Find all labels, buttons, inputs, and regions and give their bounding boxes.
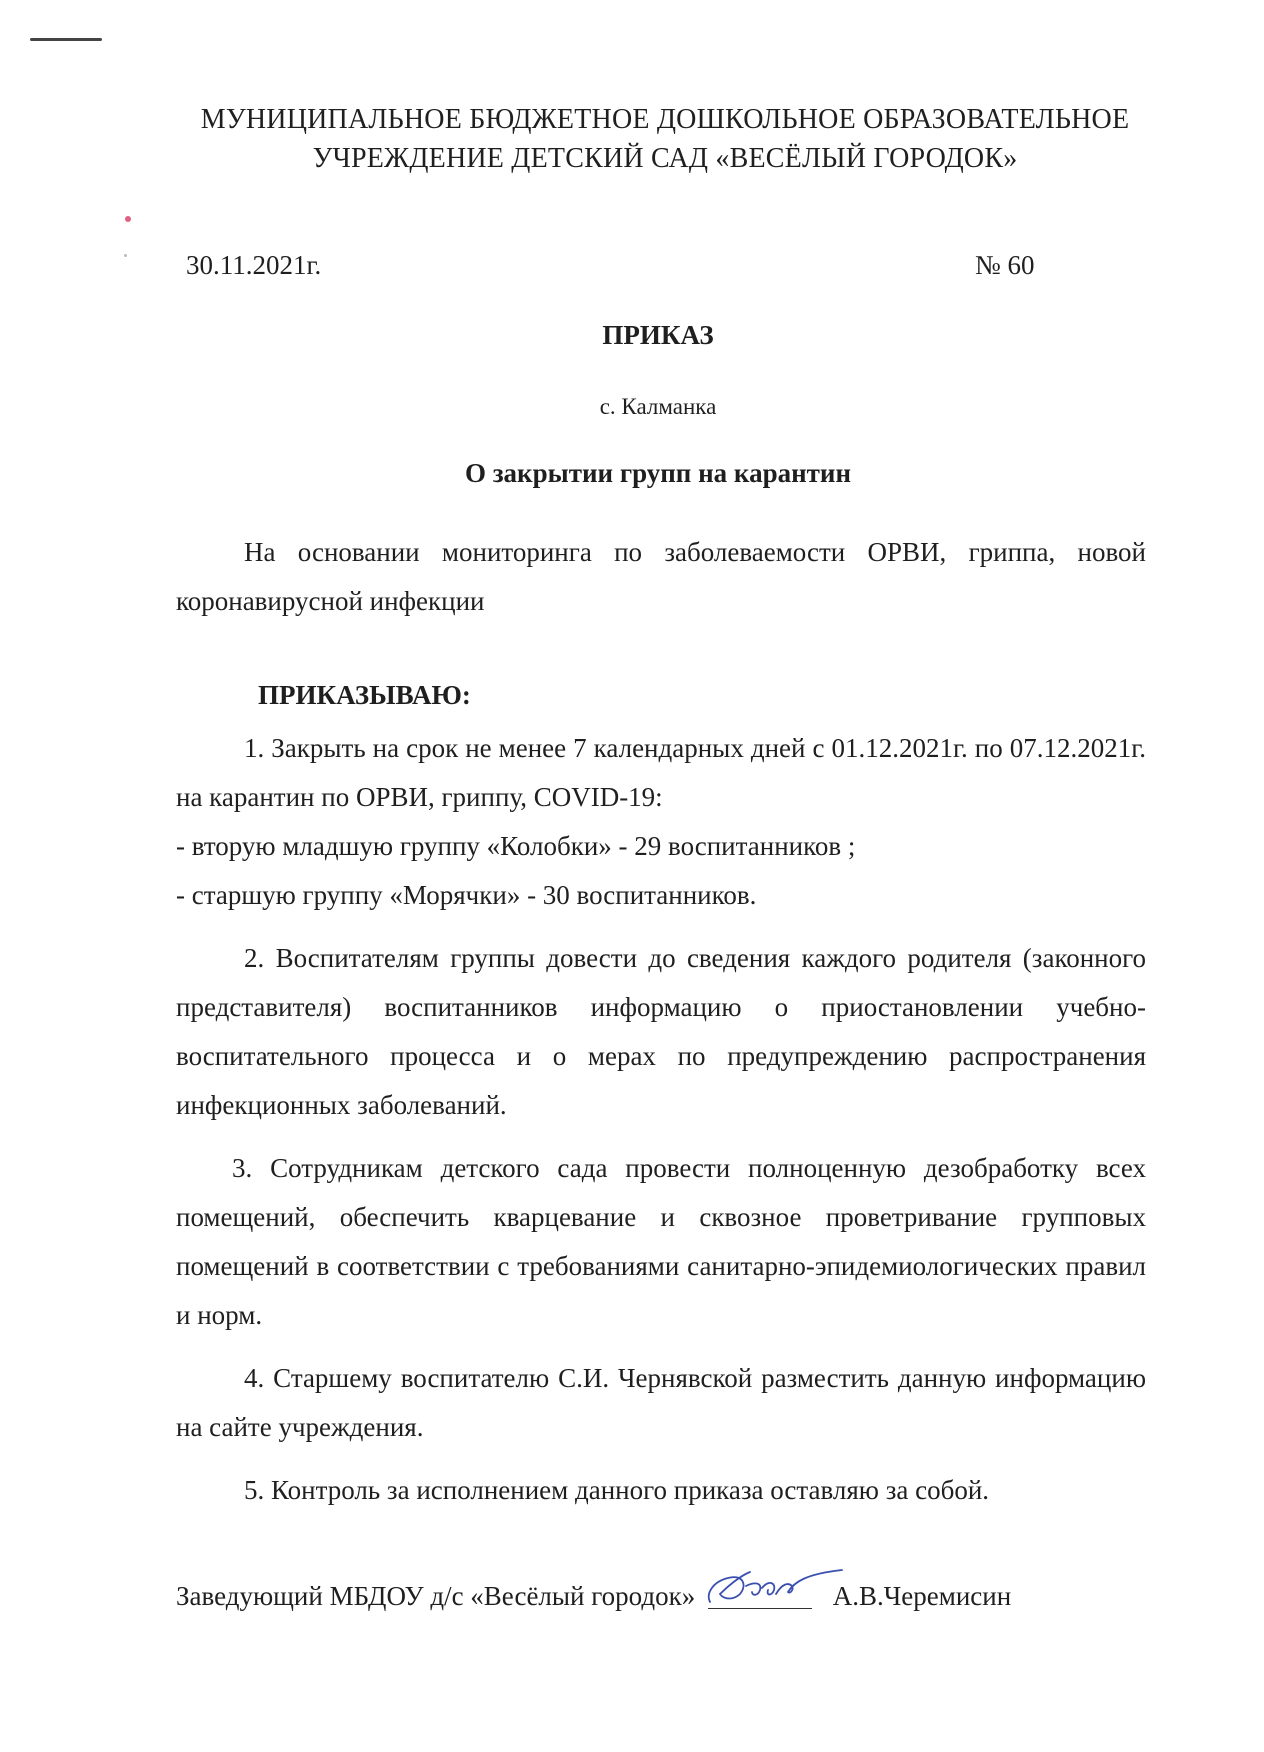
organization-name-line-2: УЧРЕЖДЕНИЕ ДЕТСКИЙ САД «ВЕСЁЛЫЙ ГОРОДОК»: [312, 143, 1018, 174]
document-subject: О закрытии групп на карантин: [464, 458, 852, 488]
order-item-3: 3. Сотрудникам детского сада провести полноценную дезобработку всех помещений, обеспечить кварцевание и сквозное проветривание групповых помещений в соответствии с требованиями санитарно-эпидемиологических правил и норм.: [176, 1153, 1146, 1330]
scan-speck: [124, 254, 127, 257]
scan-edge-mark: [30, 38, 102, 41]
signature-line: [708, 1580, 812, 1609]
document-date: 30.11.2021г.: [186, 250, 322, 280]
handwritten-signature-icon: [702, 1564, 852, 1612]
preamble-text: На основании мониторинга по заболеваемости ОРВИ, гриппа, новой коронавирусной инфекции: [176, 537, 1146, 616]
document-number: № 60: [975, 250, 1035, 280]
signatory-position: Заведующий МБДОУ д/с «Весёлый городок»: [176, 1581, 696, 1611]
preamble-section: [176, 528, 1146, 626]
scan-speck: [125, 216, 131, 222]
organization-name-line-1: МУНИЦИПАЛЬНОЕ БЮДЖЕТНОЕ ДОШКОЛЬНОЕ ОБРАЗОВАТЕЛЬНОЕ: [200, 104, 1130, 135]
order-item-1: 1. Закрыть на срок не менее 7 календарных дней с 01.12.2021г. по 07.12.2021г. на карантин по ОРВИ, гриппу, COVID-19:: [176, 733, 1146, 812]
document-place: с. Калманка: [599, 394, 717, 419]
order-group-2: - старшую группу «Морячки» - 30 воспитанников.: [176, 880, 757, 910]
orders-heading: ПРИКАЗЫВАЮ:: [258, 680, 471, 710]
orders-list: [176, 724, 1146, 1515]
order-item-2: 2. Воспитателям группы довести до сведения каждого родителя (законного представителя) воспитанников информацию о приостановлении учебно-воспитательного процесса и о мерах по предупреждению распространения инфекционных заболеваний.: [176, 943, 1146, 1120]
signature-block: [176, 1580, 1011, 1612]
order-item-5: 5. Контроль за исполнением данного приказа оставляю за собой.: [244, 1475, 990, 1505]
order-group-1: - вторую младшую группу «Колобки» - 29 воспитанников ;: [176, 831, 856, 861]
order-item-4: 4. Старшему воспитателю С.И. Чернявской разместить данную информацию на сайте учреждения.: [176, 1363, 1146, 1442]
signatory-name: А.В.Черемисин: [832, 1581, 1012, 1611]
document-type: ПРИКАЗ: [602, 320, 714, 350]
organization-header: [170, 100, 1160, 178]
